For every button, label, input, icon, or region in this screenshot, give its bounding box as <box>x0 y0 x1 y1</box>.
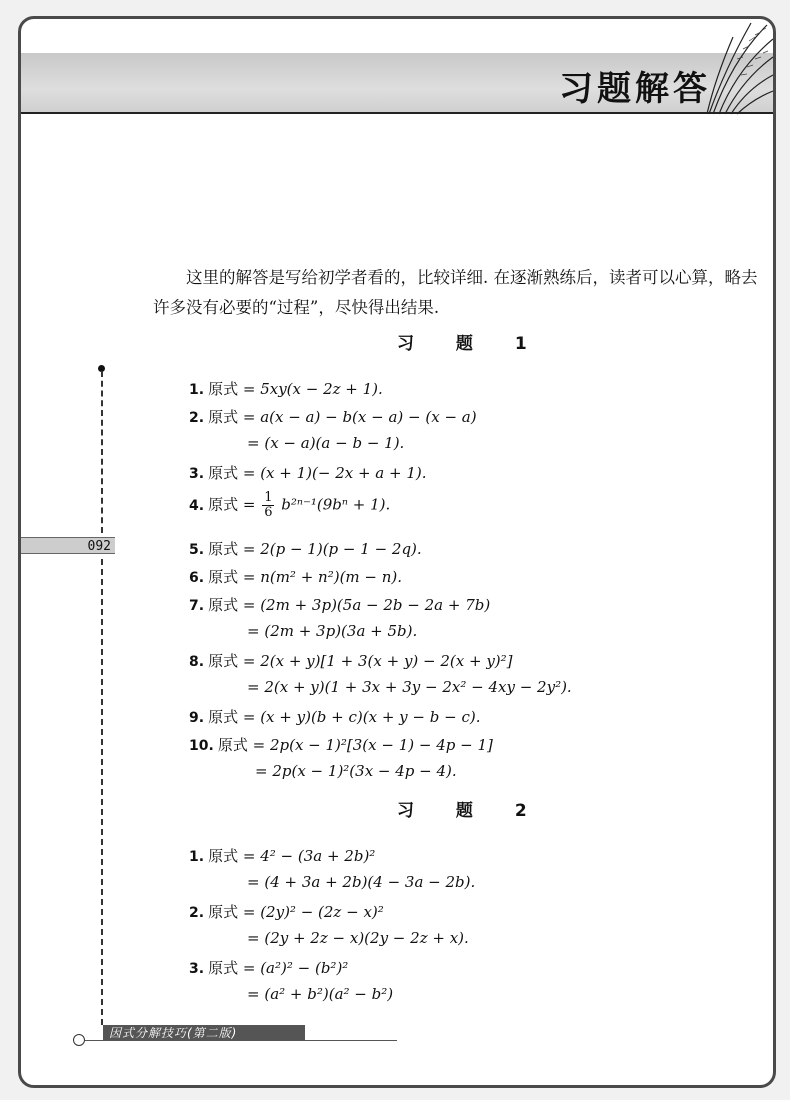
page-number: 092 <box>21 537 115 554</box>
section-title-1: 习 题 1 <box>397 334 545 354</box>
answer-line: 9. 原式 = (x + y)(b + c)(x + y − b − c). <box>189 708 481 726</box>
answer-line: = 2p(x − 1)²(3x − 4p − 4). <box>255 762 457 780</box>
page-title: 习题解答 <box>559 69 711 109</box>
page <box>18 16 776 1088</box>
answer-line: 2. 原式 = a(x − a) − b(x − a) − (x − a) <box>189 408 477 426</box>
answer-line: 8. 原式 = 2(x + y)[1 + 3(x + y) − 2(x + y)²] <box>189 652 513 670</box>
answer-line: = 2(x + y)(1 + 3x + 3y − 2x² − 4xy − 2y²). <box>247 678 572 696</box>
answer-line: 7. 原式 = (2m + 3p)(5a − 2b − 2a + 7b) <box>189 596 491 614</box>
answer-line: 1. 原式 = 4² − (3a + 2b)² <box>189 847 376 865</box>
section-title-2: 习 题 2 <box>397 801 545 821</box>
side-dashed-line-lower <box>101 559 103 1025</box>
side-dashed-line <box>101 371 103 533</box>
answer-line: = (x − a)(a − b − 1). <box>247 434 405 452</box>
answer-line: 2. 原式 = (2y)² − (2z − x)² <box>189 903 384 921</box>
answer-line: 5. 原式 = 2(p − 1)(p − 1 − 2q). <box>189 540 422 558</box>
answer-line: 3. 原式 = (a²)² − (b²)² <box>189 959 349 977</box>
answer-line: 3. 原式 = (x + 1)(− 2x + a + 1). <box>189 464 427 482</box>
grass-decoration-icon <box>703 19 773 119</box>
answer-line: 10. 原式 = 2p(x − 1)²[3(x − 1) − 4p − 1] <box>189 736 493 754</box>
answer-line: = (a² + b²)(a² − b²) <box>247 985 394 1003</box>
header-rule <box>21 112 773 114</box>
answer-line: 1. 原式 = 5xy(x − 2z + 1). <box>189 380 383 398</box>
footer-circle-icon <box>73 1034 85 1046</box>
answer-line: 4. 原式 = $\frac{1}{6}$ b²ⁿ⁻¹(9bⁿ + 1). <box>189 490 391 520</box>
answer-line: = (4 + 3a + 2b)(4 − 3a − 2b). <box>247 873 476 891</box>
answer-line: = (2m + 3p)(3a + 5b). <box>247 622 418 640</box>
intro-paragraph: 这里的解答是写给初学者看的，比较详细. 在逐渐熟练后，读者可以心算，略去许多没有必要的“过程”，尽快得出结果. <box>153 268 758 317</box>
footer-book-title: 因式分解技巧(第二版) <box>103 1025 305 1041</box>
answer-line: 6. 原式 = n(m² + n²)(m − n). <box>189 568 403 586</box>
fraction: $\frac{1}{6}$ <box>264 490 273 520</box>
answer-line: = (2y + 2z − x)(2y − 2z + x). <box>247 929 469 947</box>
